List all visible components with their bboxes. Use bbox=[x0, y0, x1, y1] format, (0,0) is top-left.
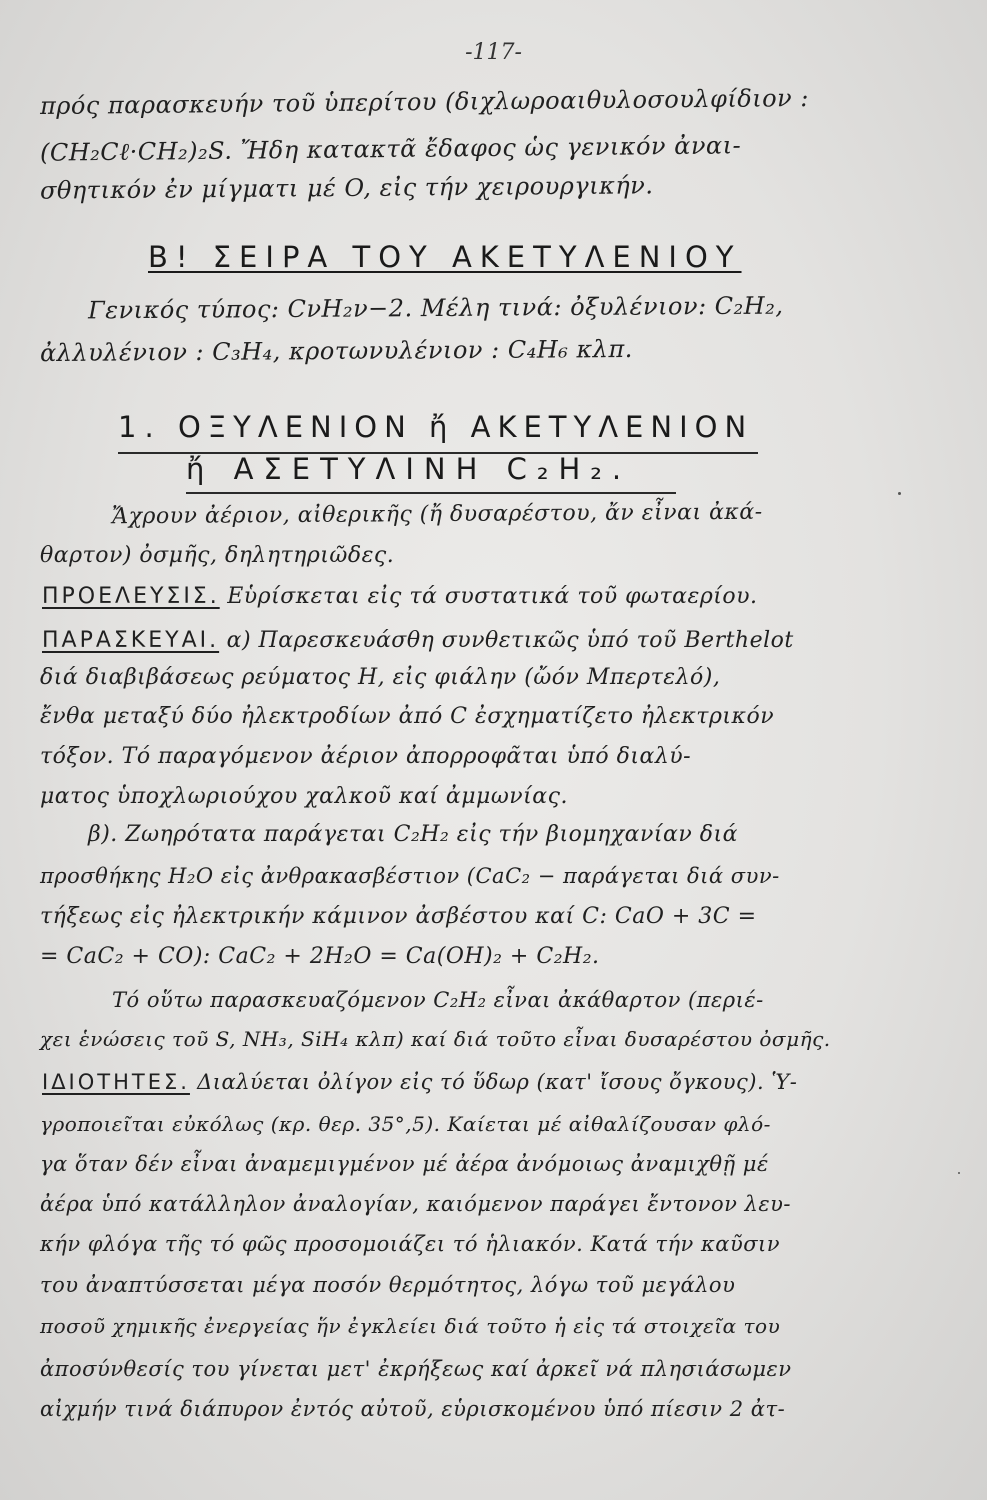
body-line-12: = CaC₂ + CO): CaC₂ + 2H₂O = Ca(OH)₂ + C₂H₂. bbox=[40, 944, 600, 969]
provenance-paragraph bbox=[42, 584, 758, 609]
body-line-20: του ἀναπτύσσεται μέγα ποσόν θερμότητος, λόγω τοῦ μεγάλου bbox=[40, 1273, 736, 1297]
body-line-9: β). Ζωηρότατα παράγεται C₂H₂ εἰς τήν βιομηχανίαν διά bbox=[88, 822, 738, 847]
series-heading: Β! ΣΕΙΡΑ ΤΟΥ ΑΚΕΤΥΛΕΝΙΟΥ bbox=[148, 240, 742, 274]
preparation-paragraph bbox=[42, 628, 794, 653]
body-line-16: γροποιεῖται εὐκόλως (κρ. θερ. 35°,5). Καίεται μέ αἰθαλίζουσαν φλό- bbox=[40, 1112, 771, 1136]
section-title-rule-2 bbox=[186, 492, 676, 494]
scan-speck bbox=[958, 1172, 960, 1174]
properties-label: ΙΔΙΟΤΗΤΕΣ. bbox=[42, 1070, 190, 1094]
body-line-18: ἀέρα ὑπό κατάλληλον ἀναλογίαν, καιόμενον παράγει ἔντονον λευ- bbox=[40, 1192, 791, 1216]
section-title-line-2: ἤ ΑΣΕΤΥΛΙΝΗ C₂H₂. bbox=[186, 452, 632, 486]
body-line-21: ποσοῦ χημικῆς ἐνεργείας ἥν ἐγκλείει διά τοῦτο ἡ εἰς τά στοιχεῖα του bbox=[40, 1314, 781, 1338]
body-line-14: χει ἑνώσεις τοῦ S, NH₃, SiH₄ κλπ) καί διά τοῦτο εἶναι δυσαρέστου ὀσμῆς. bbox=[40, 1027, 831, 1051]
page-number: -117- bbox=[465, 40, 522, 65]
general-formula-line-2: ἀλλυλένιον : C₃H₄, κροτωνυλένιον : C₄H₆ κλπ. bbox=[39, 334, 633, 368]
general-formula-line-1: Γενικός τύπος: CνH₂ν−2. Μέλη τινά: ὀξυλένιον: C₂H₂, bbox=[87, 291, 784, 325]
body-line-5: διά διαβιβάσεως ρεύματος H, εἰς φιάλην (ὤόν Μπερτελό), bbox=[40, 665, 721, 690]
body-line-2: θαρτον) ὀσμῆς, δηλητηριῶδες. bbox=[40, 543, 395, 568]
body-line-4: α) Παρεσκευάσθη συνθετικῶς ὑπό τοῦ Berthelot bbox=[226, 628, 794, 653]
body-line-10: προσθήκης H₂O εἰς ἀνθρακασβέστιον (CaC₂ − παράγεται διά συν- bbox=[40, 864, 780, 888]
provenance-label: ΠΡΟΕΛΕΥΣΙΣ. bbox=[42, 584, 220, 609]
body-line-8: ματος ὑποχλωριούχου χαλκοῦ καί ἀμμωνίας. bbox=[40, 784, 568, 809]
scan-speck bbox=[898, 492, 901, 495]
intro-line-2: (CH₂Cℓ·CH₂)₂S. Ἤδη κατακτᾶ ἔδαφος ὡς γενικόν ἀναι- bbox=[39, 131, 742, 167]
body-line-6: ἔνθα μεταξύ δύο ἠλεκτροδίων ἀπό C ἐσχηματίζετο ἠλεκτρικόν bbox=[40, 704, 775, 729]
intro-line-3: σθητικόν ἐν μίγματι μέ O, εἰς τήν χειρουργικήν. bbox=[39, 171, 654, 205]
body-line-17: γα ὅταν δέν εἶναι ἀναμεμιγμένον μέ ἀέρα ἀνόμοιως ἀναμιχθῇ μέ bbox=[40, 1152, 769, 1176]
body-line-22: ἀποσύνθεσίς του γίνεται μετ' ἐκρήξεως καί ἀρκεῖ νά πλησιάσωμεν bbox=[40, 1357, 792, 1381]
section-number: 1. bbox=[118, 410, 162, 444]
properties-paragraph bbox=[42, 1070, 797, 1094]
section-title-line-1: ΟΞΥΛΕΝΙΟΝ ἤ ΑΚΕΤΥΛΕΝΙΟΝ bbox=[178, 410, 754, 444]
body-line-13: Τό οὕτω παρασκευαζόμενον C₂H₂ εἶναι ἀκάθαρτον (περιέ- bbox=[112, 988, 764, 1012]
body-line-11: τήξεως εἰς ἠλεκτρικήν κάμινον ἀσβέστου καί C: CaO + 3C = bbox=[40, 904, 757, 929]
body-line-3: Εὑρίσκεται εἰς τά συστατικά τοῦ φωταερίου. bbox=[227, 584, 758, 609]
body-line-1: Ἄχρουν ἀέριον, αἰθερικῆς (ἤ δυσαρέστου, ἄν εἶναι ἀκά- bbox=[111, 499, 763, 530]
intro-line-1: πρός παρασκευήν τοῦ ὑπερίτου (διχλωροαιθυλοσουλφίδιον : bbox=[39, 83, 810, 121]
body-line-7: τόξον. Τό παραγόμενον ἀέριον ἀπορροφᾶται ὑπό διαλύ- bbox=[40, 744, 692, 769]
body-line-23: αἰχμήν τινά διάπυρον ἐντός αὐτοῦ, εὑρισκομένου ὑπό πίεσιν 2 ἀτ- bbox=[40, 1397, 786, 1421]
body-line-19: κήν φλόγα τῆς τό φῶς προσομοιάζει τό ἡλιακόν. Κατά τήν καῦσιν bbox=[40, 1232, 781, 1256]
body-line-15: Διαλύεται ὀλίγον εἰς τό ὕδωρ (κατ' ἴσους ὄγκους). Ὑ- bbox=[197, 1070, 798, 1094]
preparation-label: ΠΑΡΑΣΚΕΥΑΙ. bbox=[42, 628, 220, 653]
